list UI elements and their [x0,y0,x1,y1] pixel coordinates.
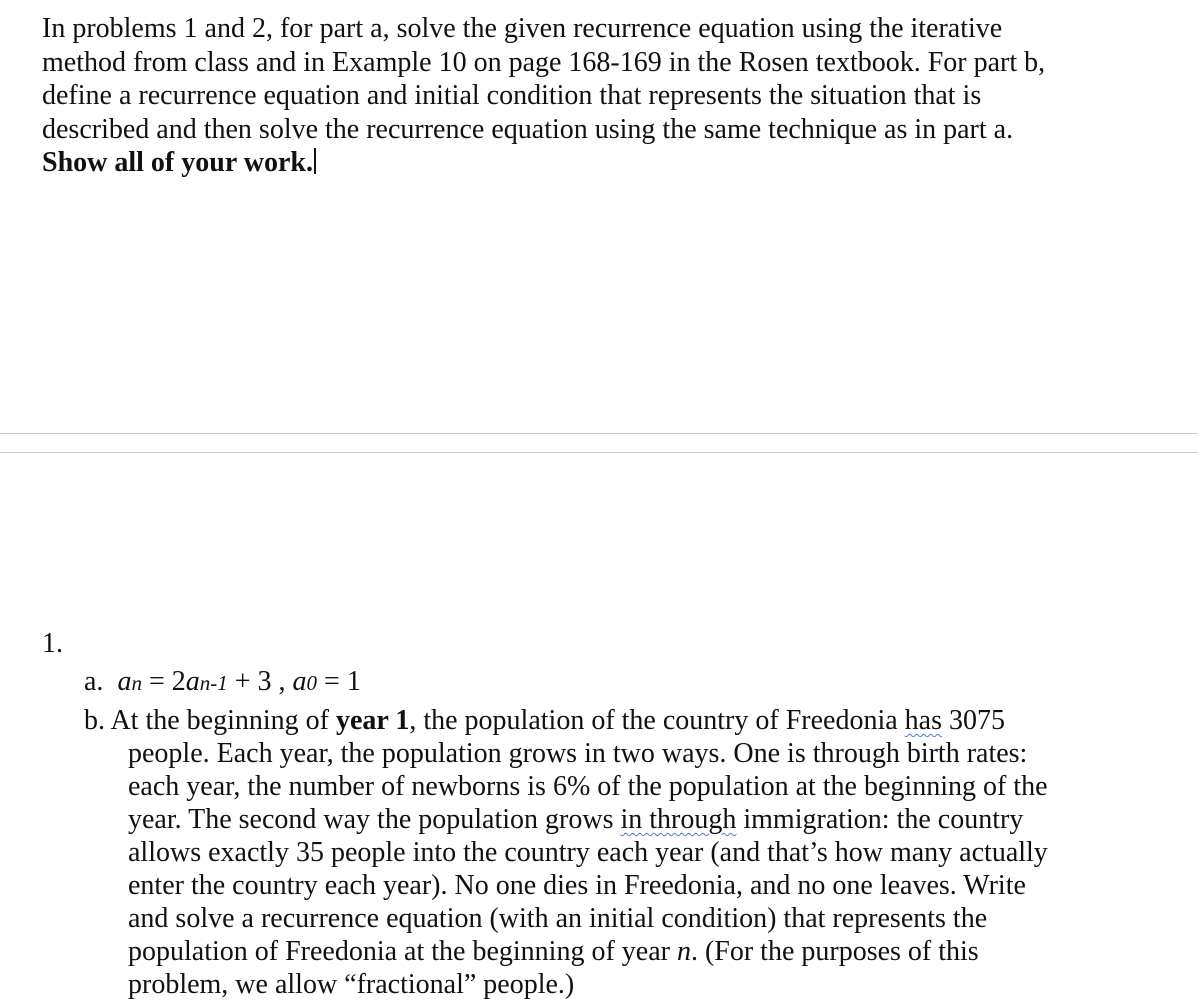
part-b-line: people. Each year, the population grows in two ways. One is through birth rates: [128,738,1028,769]
show-work-text: Show all of your work. [42,147,313,178]
text-run: year. The second way the population grows [128,804,621,835]
instructions-line: method from class and in Example 10 on page 168-169 in the Rosen textbook. For part b, [42,46,1046,78]
part-b-line: each year, the number of newborns is 6% of the population at the beginning of the [128,771,1048,802]
eq-subscript: 0 [306,671,318,695]
instructions-line-bold [42,146,1152,180]
text-run: , the population of the country of Freedonia [409,705,905,736]
eq-var: a [117,666,132,697]
year-1-bold: year 1 [335,705,410,736]
text-cursor [314,148,316,174]
part-b-line: enter the country each year). No one dies in Freedonia, and no one leaves. Write [128,870,1026,901]
eq-operator: = 2 [141,666,186,697]
part-b-line [84,704,1174,737]
part-b-line: and solve a recurrence equation (with an initial condition) that represents the [128,903,988,934]
text-run: immigration: the country [736,804,1024,835]
grammar-flag-has[interactable]: has [904,705,942,736]
eq-var: a [185,666,200,697]
part-b-line: problem, we allow “fractional” people.) [128,969,575,1000]
part-a-equation[interactable] [84,666,361,698]
text-run: b. At the beginning of [84,705,336,736]
part-b-line [84,803,1174,836]
part-b-paragraph[interactable] [84,704,1174,1001]
grammar-flag-in-through[interactable]: in through [620,804,737,835]
instructions-line: In problems 1 and 2, for part a, solve the given recurrence equation using the iterative [42,13,1003,44]
eq-subscript: n [131,671,142,695]
eq-var: a [292,666,307,697]
problem-number: 1. [42,628,63,659]
text-run: . (For the purposes of this [690,936,979,967]
eq-operator: + 3 , [227,666,293,697]
text-run: 3075 [942,705,1005,736]
eq-subscript: n-1 [199,671,228,695]
part-b-line: allows exactly 35 people into the country each year (and that’s how many actually [128,837,1048,868]
page-break [0,433,1198,453]
part-a-marker: a. [84,666,104,697]
variable-n: n [676,936,691,967]
part-b-line [84,935,1174,968]
eq-operator: = 1 [317,666,361,697]
text-run: population of Freedonia at the beginning of year [128,936,677,967]
instructions-line: define a recurrence equation and initial condition that represents the situation that is [42,80,982,111]
instructions-line: described and then solve the recurrence equation using the same technique as in part a. [42,113,1014,145]
instructions-paragraph[interactable] [42,12,1152,180]
